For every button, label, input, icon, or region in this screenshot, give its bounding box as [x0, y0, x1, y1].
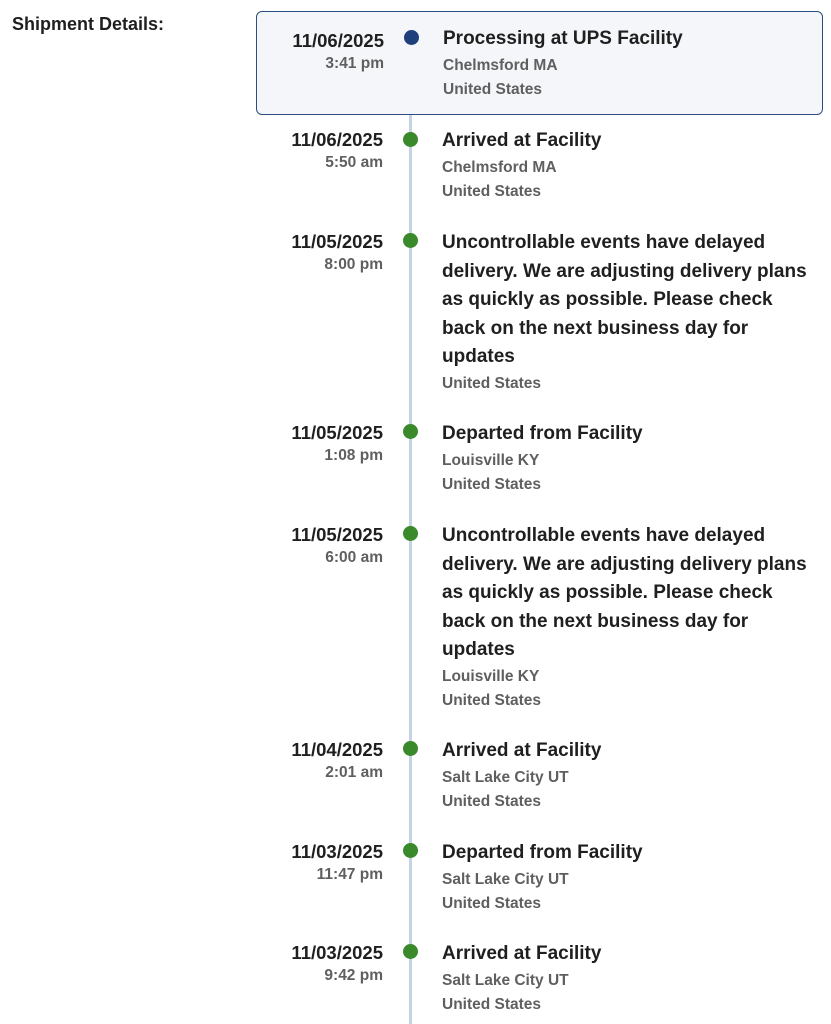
event-time: 11:47 pm	[316, 866, 383, 883]
status-dot-icon	[403, 424, 418, 439]
event-datetime	[256, 738, 383, 784]
event-date: 11/06/2025	[292, 30, 384, 51]
timeline-event-current	[256, 11, 823, 115]
event-time: 6:00 am	[325, 549, 383, 566]
timeline-event	[256, 128, 823, 208]
event-country: United States	[442, 374, 542, 392]
event-country: United States	[442, 691, 542, 709]
timeline-event	[256, 840, 823, 920]
event-details	[442, 737, 815, 814]
event-datetime	[256, 128, 383, 174]
event-details	[442, 522, 815, 713]
event-details	[442, 420, 815, 497]
section-label: Shipment Details:	[12, 14, 165, 34]
event-status: Departed from Facility	[442, 423, 643, 444]
timeline-event	[256, 230, 823, 400]
event-country: United States	[443, 80, 543, 98]
event-date: 11/05/2025	[291, 231, 383, 252]
event-time: 2:01 am	[325, 764, 383, 781]
event-datetime	[256, 840, 383, 886]
status-dot-icon	[403, 944, 418, 959]
event-country: United States	[442, 475, 542, 493]
status-dot-icon	[403, 843, 418, 858]
event-time: 9:42 pm	[324, 967, 383, 984]
event-datetime	[257, 29, 384, 75]
event-date: 11/04/2025	[291, 739, 383, 760]
event-location: Salt Lake City UT	[442, 768, 569, 786]
event-date: 11/05/2025	[291, 422, 383, 443]
status-dot-icon	[403, 526, 418, 541]
event-status: Uncontrollable events have delayed delivery. We are adjusting delivery plans as quickly as possible. Please check back on the next business day for updates	[442, 525, 807, 660]
event-date: 11/03/2025	[291, 942, 383, 963]
event-time: 1:08 pm	[324, 447, 383, 464]
event-date: 11/03/2025	[291, 841, 383, 862]
event-location: Chelmsford MA	[443, 56, 558, 74]
event-status: Arrived at Facility	[442, 740, 602, 761]
event-datetime	[256, 421, 383, 467]
event-country: United States	[442, 995, 542, 1013]
event-status: Uncontrollable events have delayed delivery. We are adjusting delivery plans as quickly as possible. Please check back on the next business day for updates	[442, 232, 807, 367]
event-location: Salt Lake City UT	[442, 870, 569, 888]
event-time: 8:00 pm	[324, 256, 383, 273]
event-location: Chelmsford MA	[442, 158, 557, 176]
event-datetime	[256, 230, 383, 276]
event-details	[442, 229, 815, 396]
event-country: United States	[442, 792, 542, 810]
event-time: 3:41 pm	[325, 55, 384, 72]
event-date: 11/05/2025	[291, 524, 383, 545]
event-location: Salt Lake City UT	[442, 971, 569, 989]
event-datetime	[256, 523, 383, 569]
event-location: Louisville KY	[442, 451, 540, 469]
event-country: United States	[442, 894, 542, 912]
timeline-event	[256, 421, 823, 501]
event-location: Louisville KY	[442, 667, 540, 685]
status-dot-icon	[403, 233, 418, 248]
status-dot-icon	[403, 132, 418, 147]
status-dot-icon	[404, 30, 419, 45]
timeline-event	[256, 523, 823, 719]
event-details	[442, 127, 815, 204]
event-status: Arrived at Facility	[442, 130, 602, 151]
status-dot-icon	[403, 741, 418, 756]
event-datetime	[256, 941, 383, 987]
shipment-timeline	[256, 11, 823, 1024]
timeline-event	[256, 738, 823, 818]
timeline-event	[256, 941, 823, 1021]
event-details	[443, 25, 814, 102]
event-time: 5:50 am	[325, 154, 383, 171]
event-date: 11/06/2025	[291, 129, 383, 150]
event-country: United States	[442, 182, 542, 200]
event-details	[442, 839, 815, 916]
event-status: Arrived at Facility	[442, 943, 602, 964]
event-status: Processing at UPS Facility	[443, 28, 683, 49]
event-status: Departed from Facility	[442, 842, 643, 863]
event-details	[442, 940, 815, 1017]
